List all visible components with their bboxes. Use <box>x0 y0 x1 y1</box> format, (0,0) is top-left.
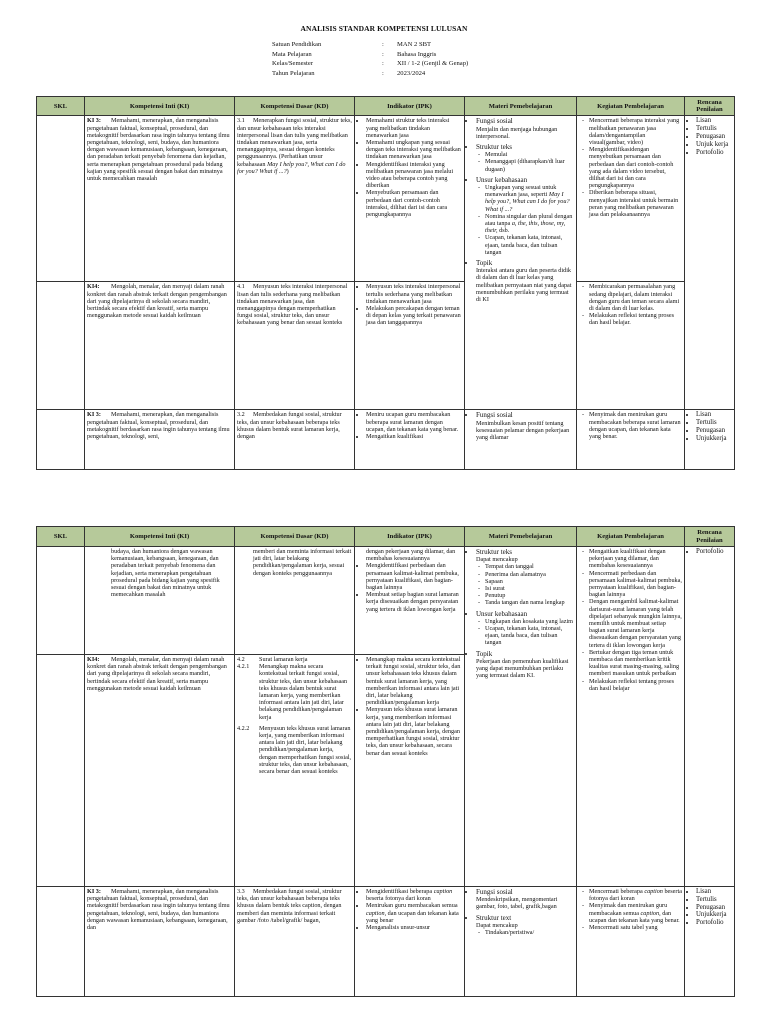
kd-number: 4.2 <box>237 656 245 663</box>
info-key: Kelas/Semester <box>272 60 314 68</box>
kd-text: Menerapkan fungsi sosial, struktur teks, dan unsur kebahasaan teks interaksi interpersonal lisan dan tulis yang melibatkan tindakan menawarkan jasa, serta menanggapinya, sesuai dengan konteks penggunaannya. (Perhatikan unsur kebahasaan <box>237 117 352 168</box>
materi-text: Menimbulkan kesan positif tentang kesesuaian pelamar dengan pekerjaan yang dilamar <box>476 419 570 442</box>
kd-text: Menyusun teks khusus surat lamaran kerja, yang memberikan informasi antara lain jati diri, latar belakang pendidikan/pengalaman kerja, dengan memperhatikan fungsi sosial, struktur teks, dan unsur kebahasaan, secara benar dan sesuai konteks <box>259 724 352 776</box>
rencana-cell <box>685 410 735 470</box>
list-text: , dan ucapan dan tekanan kata yang benar <box>366 909 459 924</box>
list-item: - Tanda tangan dan nama lengkap <box>485 599 574 606</box>
materi-topik: • Topik <box>476 650 574 658</box>
list-item <box>589 888 682 902</box>
list-item: - Menyimak dan menirukan guru membacakan beberapa surat lamaran dengan ucapan, dan tekanan kata yang benar. <box>589 411 682 440</box>
kegiatan-cell <box>577 547 685 887</box>
ki-cell <box>85 410 235 470</box>
header-ipk: Indikator (IPK) <box>355 527 465 547</box>
list-item: • Mengidentifikasi perbedaan dan persamaan kalimat-kalimat pembuka, pernyataan kualifikasi, dan bagian-bagian lainnya <box>366 562 462 591</box>
skl-cell <box>37 410 85 470</box>
list-text: dan ucapan dan tekanan kata yang benar. <box>589 909 680 924</box>
list-item: - Memulai <box>485 151 574 158</box>
ipk-cell <box>355 410 465 470</box>
list-item: • Menyusun teks khusus surat lamaran kerja, yang memberikan informasi antara lain jati diri, latar belakang pendidikan/pengalaman kerja, dengan memperhatikan fungsi sosial, struktur teks, dan unsur kebahasaan, secara benar dan sesuai konteks <box>366 706 462 756</box>
list-item: - Melakukan refleksi tentang proses dan hasil belajar <box>589 678 682 692</box>
rencana-cell <box>685 887 735 997</box>
list-item: • Menyebutkan persamaan dan perbedaan dari contoh-contoh interaksi, dilihat dari isi dan cara pengungkapannya <box>366 189 462 218</box>
list-text: Nomina singular dan plural dengan atau tanpa <box>485 212 573 228</box>
list-item <box>589 902 682 924</box>
list-item: - Penutup <box>485 592 574 599</box>
kd-text: Membedakan fungsi sosial, struktur teks, dan unsur kebahasaan beberapa teks khusus dalam bentuk teks caption, dengan memberi dan meminta informasi terkait gambar /foto /tabel/grafik/ bagan, <box>237 888 342 924</box>
header-skl: SKL <box>37 97 85 116</box>
list-item: • Mengidentifikasi interaksi yang melibatkan penawaran jasa melalui video atau beberapa contoh yang diberikan <box>366 161 462 190</box>
list-item <box>366 902 462 924</box>
list-item: • Lisan <box>696 117 732 125</box>
kd-number: 3.3 <box>237 888 245 895</box>
list-item: - Ucapan, tekanan kata, intonasi, ejaan, tanda baca, dan tulisan tangan <box>485 234 574 256</box>
header-kd: Kompetensi Dasar (KD) <box>235 527 355 547</box>
list-text: beserta fotonya dari koran <box>366 895 431 903</box>
ki-text: Memahami, menerapkan, dan menganalisis pengetahuan faktual, konseptual, prosedural, dan metakognitif berdasarkan rasa ingin tahunya tentang ilmu pengetahuan, teknologi, seni, budaya, dan humaniora dengan wawasan kemanusiaan, kebangsaan, kenegaraan, dan <box>87 888 230 932</box>
skl-cell <box>37 887 85 997</box>
table-row <box>37 282 735 410</box>
info-colon: : <box>382 60 384 68</box>
kd-cell <box>235 410 355 470</box>
materi-unsur-kebahasaan: • Unsur kebahasaan <box>476 610 574 618</box>
ki-cell <box>85 282 235 410</box>
list-item: - Tempat dan tanggal <box>485 563 574 570</box>
materi-cell <box>465 410 577 470</box>
list-italic: caption <box>366 909 385 917</box>
header-ipk: Indikator (IPK) <box>355 97 465 116</box>
kd-text: Membedakan fungsi sosial, struktur teks, dan unsur kebahasaan beberapa teks khusus dalam bentuk surat lamaran kerja, dengan <box>237 411 342 441</box>
kd-text: Menangkap makna secara kontekstual terkait fungsi sosial, struktur teks, dan unsur kebahasaan teks khusus dalam bentuk surat lamaran kerja, yang memberikan informasi antara lain jati diri, latar belakang pendidikan/pengalaman kerja <box>259 663 348 721</box>
list-item: • Menangkap makna secara kontekstual terkait fungsi sosial, struktur teks, dan unsur kebahasaan teks khusus dalam bentuk surat lamaran kerja, yang memberikan informasi antara lain jati diri, latar belakang pendidikan/pengalaman kerja <box>366 656 462 706</box>
list-item: - Bertukar dengan tiga teman untuk membaca dan memberikan kritik kualitas surat masing-masing, saling memberi masukan untuk perbaikan <box>589 649 682 678</box>
table-row <box>37 547 735 655</box>
info-colon: : <box>382 69 384 77</box>
list-italic: caption <box>433 888 453 895</box>
ipk-cell <box>355 282 465 410</box>
header-skl: SKL <box>37 527 85 547</box>
header-kegiatan: Kegiatan Pembelajaran <box>577 527 685 547</box>
header-materi: Materi Pemebelajaran <box>465 97 577 116</box>
ki-cell <box>85 116 235 282</box>
kd-number: 4.2.2 <box>237 724 250 732</box>
list-text: Menyimak dan menirukan guru membacakan semua <box>589 902 668 917</box>
header-kd: Kompetensi Dasar (KD) <box>235 97 355 116</box>
skl-cell <box>37 547 85 655</box>
ki-cell <box>85 547 235 655</box>
materi-fungsi-sosial: • Fungsi sosial <box>476 888 574 896</box>
ki-text: Mengolah, menalar, dan menyaji dalam ranah konkret dan ranah abstrak terkait dengan pengembangan dari yang dipelajarinya di sekolah secara mandiri, bertindak secara efektif dan kreatif, serta mampu menggunakan metode sesuai kaidah keilmuan <box>87 656 227 692</box>
skl-cell <box>37 282 85 410</box>
ki-label: KI 3: <box>87 888 101 895</box>
kegiatan-cell <box>577 887 685 997</box>
header-kegiatan: Kegiatan Pembelajaran <box>577 97 685 116</box>
list-item <box>366 888 462 902</box>
list-item: - Mencermati satu tabel yang <box>589 924 682 931</box>
ki-cell <box>85 655 235 887</box>
list-item: - Membicarakan permasalahan yang sedang dipelajari, dalam interaksi dengan guru dan teman secara alami di dalam dan di luar kelas. <box>589 283 682 312</box>
list-item: - Mencermati perbedaan dan persamaan kalimat-kalimat pembuka, pernyataan kualifikasi, dan bagian-bagian lainnya <box>589 570 682 599</box>
ki-label: KI 3: <box>87 117 101 125</box>
competency-table <box>36 96 735 470</box>
list-item: • Menyusun teks interaksi interpersonal tertulis sederhana yang melibatkan tindakan menawarkan jasa <box>366 283 462 305</box>
table-row <box>37 116 735 282</box>
ki-cell <box>85 887 235 997</box>
kd-end: ) <box>286 167 289 175</box>
list-italic: May I help you?, What can I do for you? What if ...? <box>485 191 570 213</box>
list-italic: caption <box>644 888 663 895</box>
list-item: • Mengaitkan kualifikasi <box>366 433 462 440</box>
materi-cell <box>465 887 577 997</box>
info-value: XII / 1-2 (Genjil & Genap) <box>397 60 469 68</box>
list-item: • Portofolio <box>696 149 732 157</box>
rencana-cell <box>685 116 735 410</box>
list-item: • Lisan <box>696 888 732 896</box>
list-item: - Tindakan/peristiwa/ <box>485 929 574 936</box>
kegiatan-cell <box>577 282 685 410</box>
list-item: • Memahami struktur teks interaksi yang melibatkan tindakan menawarkan jasa <box>366 117 462 139</box>
materi-fungsi-sosial: • Fungsi sosial <box>476 411 574 419</box>
kd-number: 4.1 <box>237 283 245 291</box>
materi-text: Interaksi antara guru dan peserta didik di dalam dan di luar kelas yang melibatkan pernyataan niat yang dapat menumbuhkan perilaku yang termuat di KI <box>476 267 572 304</box>
list-item: • Memahami ungkapan yang sesuai dengan teks interaksi yang melibatkan tindakan menawarkan jasa <box>366 139 462 161</box>
list-item: • Meniru ucapan guru membacakan beberapa surat lamaran dengan ucapan, dan tekanan kata yang benar. <box>366 411 462 433</box>
list-item: - Ucapan, tekanan kata, intonasi, ejaan, tanda baca, dan tulisan tangan <box>485 625 574 647</box>
materi-text: Dapat mencakup <box>476 921 518 929</box>
info-key: Mata Pelajaran <box>272 50 312 58</box>
list-item: - Mencermati beberapa interaksi yang melibatkan penawaran jasa dalam/dengantampilan visual(gambar, video) <box>589 117 682 146</box>
kegiatan-cell <box>577 410 685 470</box>
list-item: - Penerima dan alamatnya <box>485 571 574 578</box>
ki-label: KI 3: <box>87 411 101 419</box>
list-item: - Sapaan <box>485 578 574 585</box>
materi-topik: • Topik <box>476 259 574 267</box>
kd-cell <box>235 655 355 887</box>
materi-cell <box>465 116 577 410</box>
kd-number: 3.1 <box>237 117 245 125</box>
list-item: • Membuat setiap bagian surat lamaran kerja disesuaikan dengan persyaratan yang tertera di iklan lowongan kerja <box>366 591 462 613</box>
materi-cell <box>465 547 577 887</box>
list-item: - Diberikan beberapa situasi, menyajikan interaksi untuk bermain peran yang melibatkan penawaran jasa dan pelaksanaannya <box>589 189 682 218</box>
list-item: • Tertulis <box>696 125 732 133</box>
skl-cell <box>37 655 85 887</box>
ki-text: Mengolah, menalar, dan menyaji dalam ranah konkret dan ranah abstrak terkait dengan pengembangan dari yang dipelajarinya di sekolah secara mandiri, bertindak secara efektif dan kreatif, serta mampu menggunakan metode sesuai kaidah keilmuan <box>87 283 227 320</box>
header-ki: Kompetensi Inti (KI) <box>85 527 235 547</box>
list-item: • Penugasan <box>696 133 732 141</box>
list-text: Mengidentifikasi beberapa <box>366 888 434 895</box>
kegiatan-cell <box>577 116 685 282</box>
list-item: - Dengan mengambil kalimat-kalimat darisurat-surat lamaran yang telah dipelajari sebanyak mungkin lainnya, memilih untuk membuat setiap bagian surat lamaran kerja disesuaikan dengan persyaratan yang tertera di iklan lowongan kerja <box>589 598 682 648</box>
info-value: MAN 2 SBT <box>397 41 432 48</box>
list-italic: a, the, this, those, my, their, <box>485 220 566 235</box>
list-item: • Tertulis <box>696 896 732 904</box>
list-item: • Lisan <box>696 411 732 419</box>
materi-text: Mendeskripsikan, mengomentari gambar, foto, tabel, grafik,bagan <box>476 896 558 911</box>
kd-italic: May I help you?, What can I do for you? What if ...? <box>237 160 346 175</box>
table-page-1 <box>36 96 734 470</box>
table-page-2 <box>36 526 734 997</box>
materi-unsur-kebahasaan: • Unsur kebahasaan <box>476 176 574 184</box>
materi-text: Menjalin dan menjaga hubungan interpersonal. <box>476 125 558 140</box>
list-item <box>485 184 574 213</box>
list-item: • Menganalisis unsur-unsur <box>366 924 462 931</box>
list-item: • Portofolio <box>696 548 732 556</box>
ipk-cell <box>355 116 465 282</box>
list-item: - Mengaitkan kualifikasi dengan pekerjaan yang dilamar, dan membahas kesesuaiannya <box>589 548 682 570</box>
kd-text: Menyusun teks interaksi interpersonal lisan dan tulis sederhana yang melibatkan tindakan menawarkan jasa, dan menanggapinya dengan memperhatikan fungsi sosial, struktur teks, dan unsur kebahasaan yang benar dan sesuai konteks <box>237 283 348 327</box>
ipk-cell <box>355 547 465 655</box>
ki-text: Memahami, menerapkan, dan menganalisis pengetahuan faktual, konseptual, prosedural, dan metakognitif berdasarkan rasa ingin tahunya tentang ilmu pengetahuan, teknologi, seni, <box>87 411 230 441</box>
info-key: Tahun Pelajaran <box>272 69 315 77</box>
materi-struktur-teks: • Struktur teks <box>476 548 574 556</box>
list-item: • Portofolio <box>696 919 732 927</box>
ki-text: Memahami, menerapkan, dan menganalisis pengetahuan faktual, konseptual, prosedural, dan metakognitif berdasarkan rasa ingin tahunya tentang ilmu pengetahuan, teknologi, seni, budaya, dan humaniora dengan wawasan kemanusiaan, kebangsaan, kenegaraan, dan peradaban terkait penyebab fenomena dan kejadian, serta menerapkan pengetahuan prosedural pada bidang kajian yang spesifik sesuai dengan bakat dan minatnya untuk memecahkan masalah <box>87 117 230 183</box>
list-item: - Isi surat <box>485 585 574 592</box>
list-item <box>485 213 574 235</box>
page-title: ANALISIS STANDAR KOMPETENSI LULUSAN <box>300 24 468 33</box>
list-text: dsb. <box>497 227 510 235</box>
kd-cell <box>235 282 355 410</box>
materi-text: Pekerjaan dan pemenuhan kualifikasi yang dapat menumbuhkan perilaku yang termuat dalam KI. <box>476 657 569 680</box>
list-text: Ungkapan yang sesuai untuk menawarkan jasa, seperti <box>485 184 557 199</box>
header-rencana: Rencana Penilaian <box>685 97 735 116</box>
competency-table <box>36 526 735 997</box>
list-text: Mencermati beberapa <box>589 888 645 895</box>
ki-label: KI4: <box>87 656 100 663</box>
list-item: • Melakukan percakapan dengan teman di depan kelas yang terkait penawaran jasa dan tanggapannya <box>366 305 462 327</box>
table-row <box>37 410 735 470</box>
kd-number: 4.2.1 <box>237 663 250 671</box>
header-rencana: Rencana Penilaian <box>685 527 735 547</box>
list-item: • Unjukkerja <box>696 911 732 919</box>
kd-text: Surat lamaran kerja <box>259 656 308 663</box>
info-value: 2023/2024 <box>397 69 426 77</box>
list-item: - Melakukan refleksi tentang proses dan hasil belajar. <box>589 312 682 326</box>
ipk-text: dengan pekerjaan yang dilamar, dan membahas kesesuaiannya <box>366 548 456 563</box>
list-item: • Penugasan <box>696 427 732 435</box>
info-colon: : <box>382 50 384 58</box>
info-value: Bahasa Inggris <box>397 50 437 58</box>
materi-text: Dapat mencakup <box>476 556 518 564</box>
skl-cell <box>37 116 85 282</box>
list-text: beserta fotonya dari koran <box>589 888 682 903</box>
info-colon: : <box>382 41 384 48</box>
list-item: • Tertulis <box>696 419 732 427</box>
table-row <box>37 887 735 997</box>
list-item: - Menanggapi (diharapkan/di luar dugaan) <box>485 158 574 172</box>
list-item: - Ungkapan dan kosakata yang lazim <box>485 618 574 625</box>
list-item: • Penugasan <box>696 904 732 912</box>
ki-label: KI4: <box>87 283 100 291</box>
list-item: • Unjukkerja <box>696 435 732 443</box>
list-text: Menirukan guru membacakan semua <box>366 902 458 910</box>
kd-cell <box>235 887 355 997</box>
materi-struktur-teks: • Struktur teks <box>476 143 574 151</box>
header-materi: Materi Pemebelajaran <box>465 527 577 547</box>
ipk-cell <box>355 887 465 997</box>
materi-fungsi-sosial: • Fungsi sosial <box>476 117 574 125</box>
document-info <box>272 40 468 78</box>
kd-cell <box>235 547 355 655</box>
kd-number: 3.2 <box>237 411 245 419</box>
ki-text: budaya, dan humaniora dengan wawasan kemanusiaan, kebangsaan, kenegaraan, dan peradaban terkait penyebab fenomena dan kejadian, serta menerapkan pengetahuan prosedural pada bidang kajian yang spesifik sesuai dengan bakat dan minatnya untuk memecahkan masalah <box>111 548 220 599</box>
list-item: - Mengidentifikasidengan menyebutkan persamaan dan perbedaan dan dari contoh-contoh yang ada dalam video tersebut, dilihat dari isi dan cara pengungkapannya <box>589 146 682 189</box>
rencana-cell <box>685 547 735 887</box>
kd-cell <box>235 116 355 282</box>
header-ki: Kompetensi Inti (KI) <box>85 97 235 116</box>
ipk-cell <box>355 655 465 887</box>
list-italic: caption, <box>640 909 661 917</box>
info-key: Satuan Pendidikan <box>272 41 322 48</box>
list-item: • Unjuk kerja <box>696 141 732 149</box>
materi-struktur-teks: • Struktur text <box>476 914 574 922</box>
kd-text: memberi dan meminta informasi terkait jati diri, latar belakang pendidikan/pengalaman kerja, sesuai dengan konteks penggunaannya <box>253 548 352 577</box>
